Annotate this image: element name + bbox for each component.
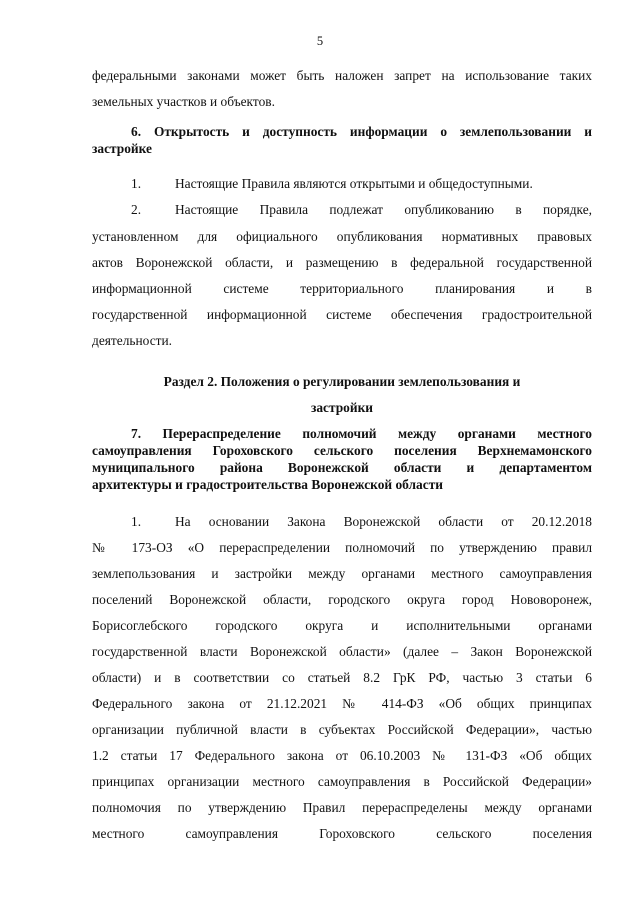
paragraph-line: информационной системе территориального планирования и в xyxy=(92,281,592,296)
list-number: 2. xyxy=(131,202,142,217)
paragraph-line: Федерального закона от 21.12.2021 № 414-ФЗ «Об общих принципах xyxy=(92,696,592,711)
paragraph-line: актов Воронежской области, и размещению в федеральной государственной xyxy=(92,255,592,270)
heading-7: архитектуры и градостроительства Воронежской области xyxy=(92,477,443,492)
heading-7: 7. Перераспределение полномочий между органами местного xyxy=(131,426,592,441)
paragraph-line: земельных участков и объектов. xyxy=(92,94,275,109)
heading-6: застройке xyxy=(92,141,152,156)
list-number: 1. xyxy=(131,514,142,529)
list-item-7-1 xyxy=(131,512,592,532)
list-text: Настоящие Правила являются открытыми и общедоступными. xyxy=(175,176,533,191)
paragraph-line: принципах организации местного самоуправления в Российской Федерации» xyxy=(92,774,592,789)
page-number: 5 xyxy=(316,34,324,48)
list-text: Настоящие Правила подлежат опубликованию в порядке, xyxy=(175,202,592,217)
paragraph-line: Борисоглебского городского округа и исполнительными органами xyxy=(92,618,592,633)
paragraph-line: местного самоуправления Гороховского сельского поселения xyxy=(92,826,592,841)
list-number: 1. xyxy=(131,176,142,191)
paragraph-line: государственной власти Воронежской области» (далее – Закон Воронежской xyxy=(92,644,592,659)
paragraph-line: установленном для официального опубликования нормативных правовых xyxy=(92,229,592,244)
heading-7: муниципального района Воронежской области и департаментом xyxy=(92,460,592,475)
heading-6: 6. Открытость и доступность информации о землепользовании и xyxy=(131,124,592,139)
section-heading: застройки xyxy=(310,400,374,415)
paragraph-line: поселений Воронежской области, городского округа город Нововоронеж, xyxy=(92,592,592,607)
list-text: На основании Закона Воронежской области от 20.12.2018 xyxy=(175,514,592,529)
heading-7: самоуправления Гороховского сельского поселения Верхнемамонского xyxy=(92,443,592,458)
list-item-6-2 xyxy=(131,200,592,220)
section-heading: Раздел 2. Положения о регулировании землепользования и xyxy=(163,374,521,389)
paragraph-line: землепользования и застройки между органами местного самоуправления xyxy=(92,566,592,581)
paragraph-line: № 173-ОЗ «О перераспределении полномочий по утверждению правил xyxy=(92,540,592,555)
paragraph-line: государственной информационной системе обеспечения градостроительной xyxy=(92,307,592,322)
paragraph-line: полномочия по утверждению Правил перераспределены между органами xyxy=(92,800,592,815)
paragraph-line: федеральными законами может быть наложен запрет на использование таких xyxy=(92,68,592,83)
paragraph-line: организации публичной власти в субъектах Российской Федерации», частью xyxy=(92,722,592,737)
paragraph-line: области) и в соответствии со статьей 8.2 ГрК РФ, частью 3 статьи 6 xyxy=(92,670,592,685)
list-item-6-1 xyxy=(131,174,592,194)
paragraph-line: 1.2 статьи 17 Федерального закона от 06.10.2003 № 131-ФЗ «Об общих xyxy=(92,748,592,763)
paragraph-line: деятельности. xyxy=(92,333,173,348)
